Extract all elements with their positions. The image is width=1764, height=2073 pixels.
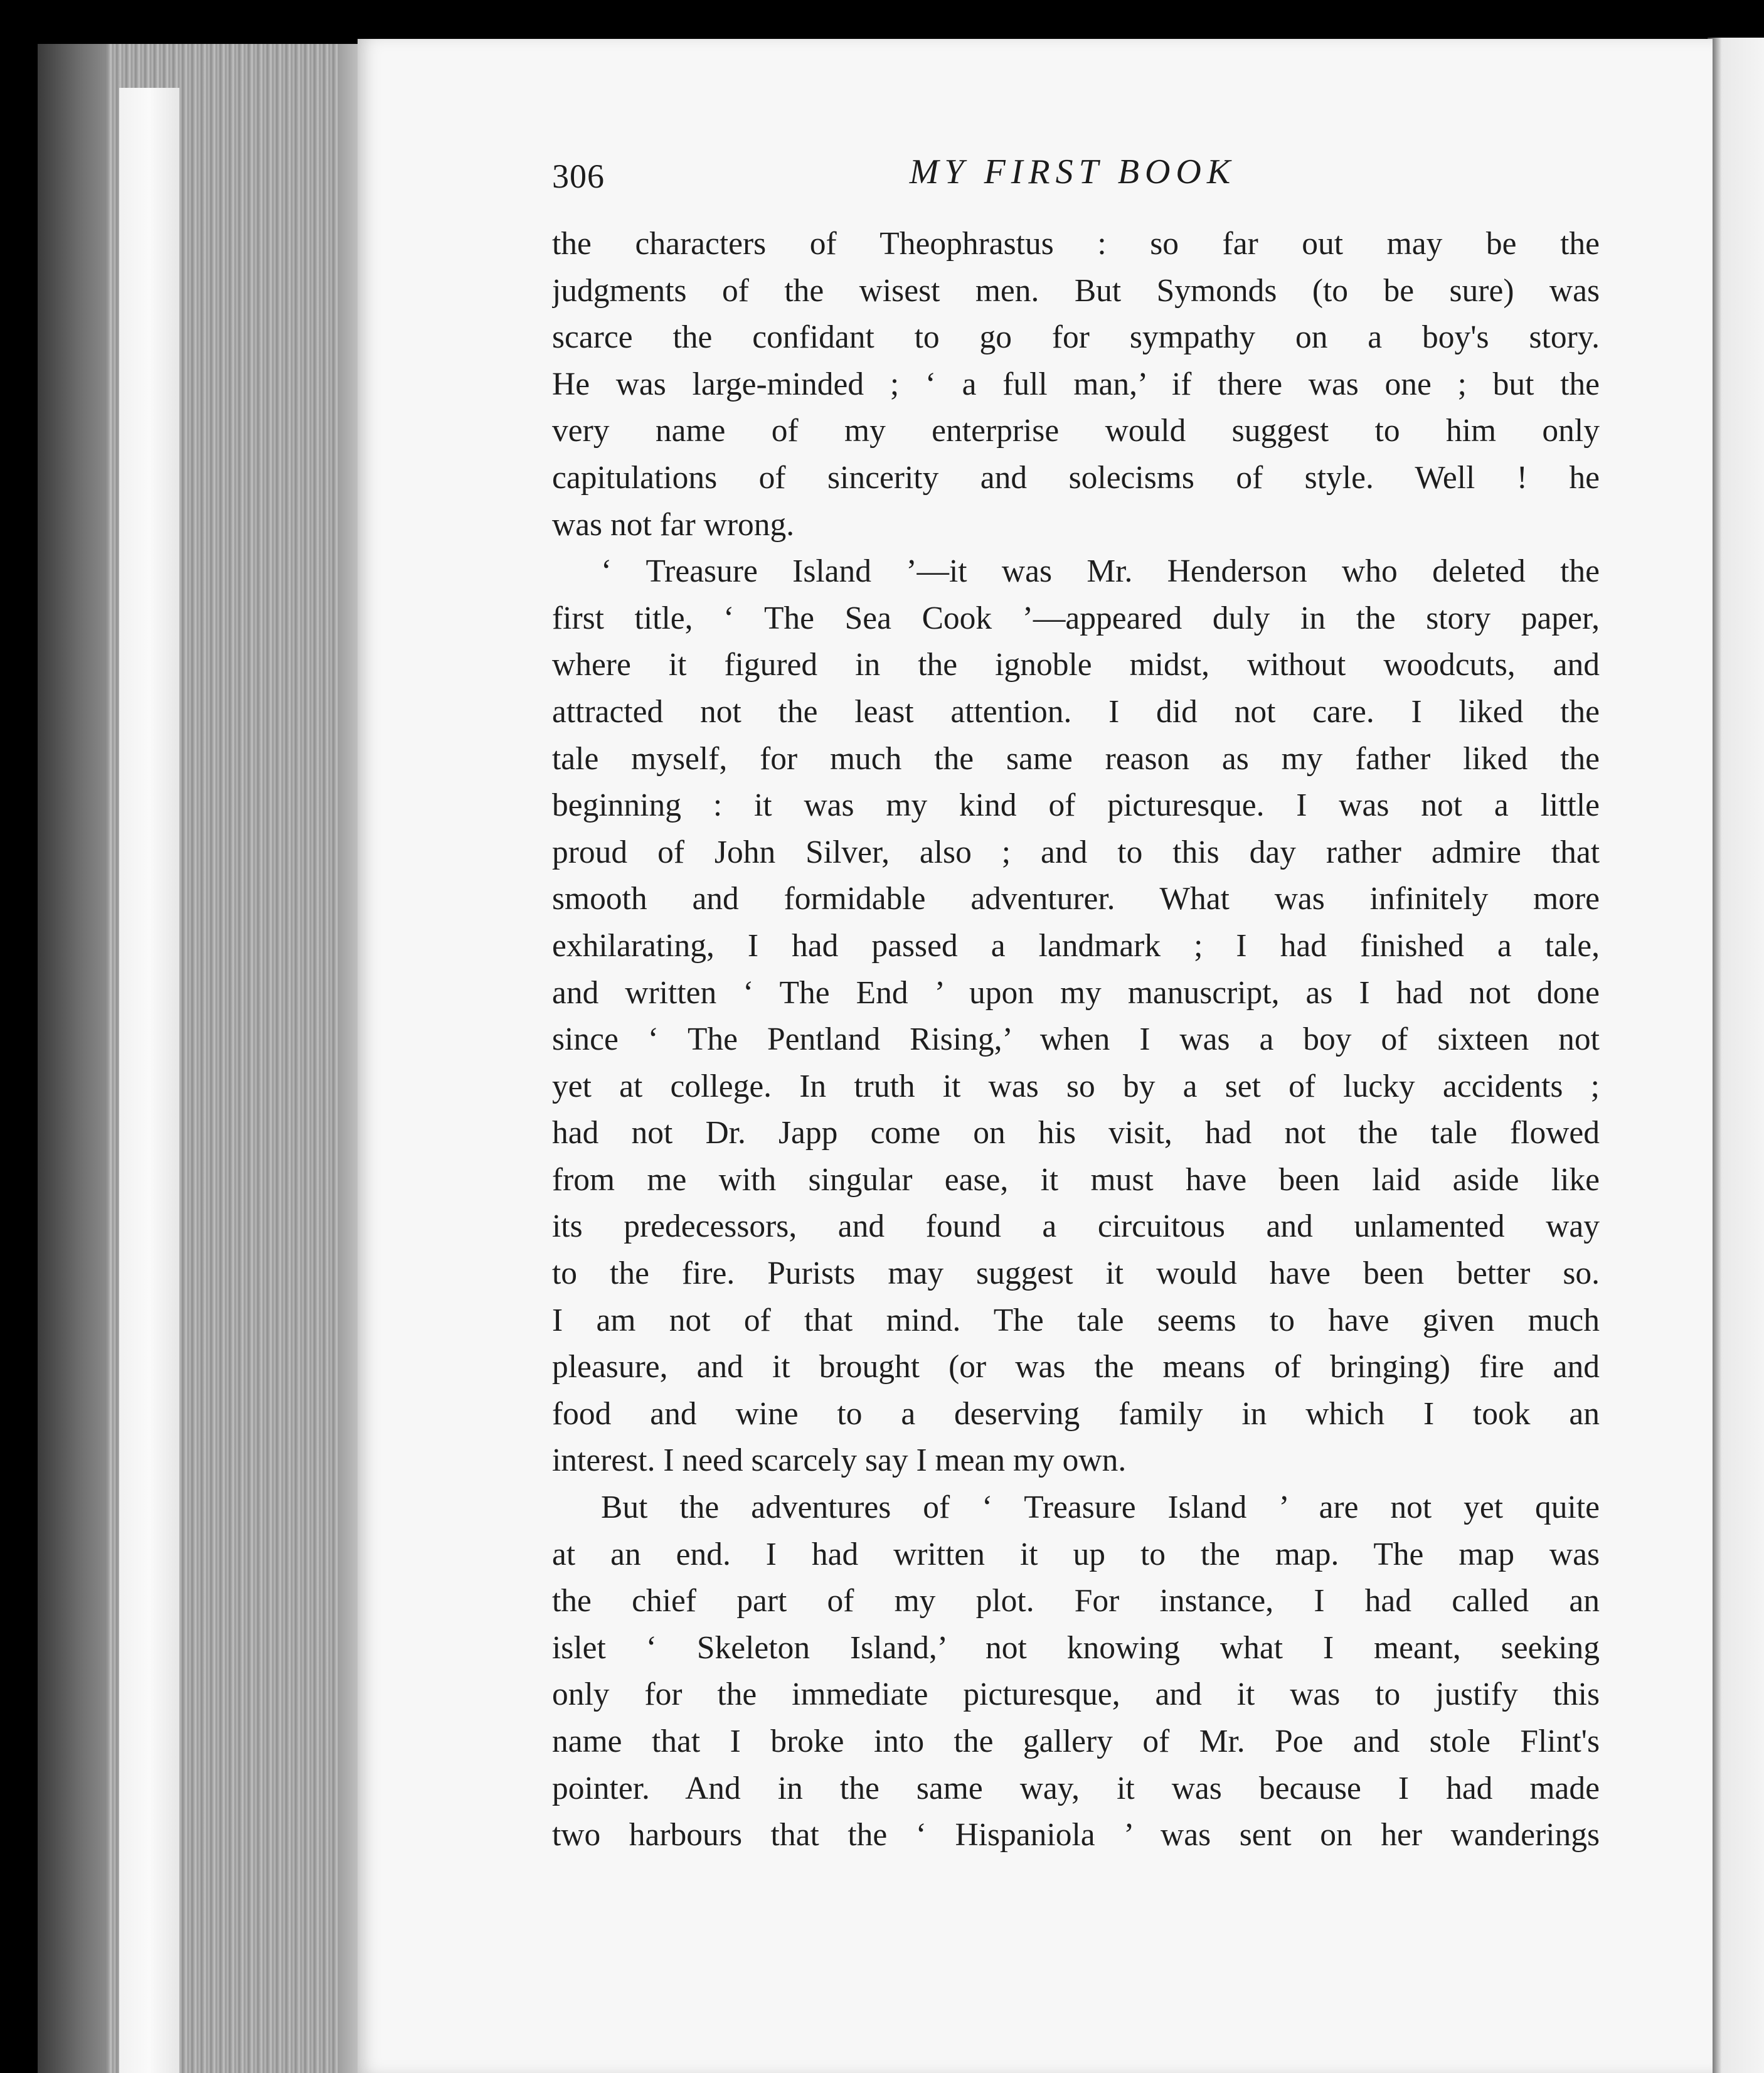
- text-line: He was large-minded ; ‘ a full man,’ if there was one ; but the: [552, 366, 1600, 402]
- text-line: tale myself, for much the same reason as my father liked the: [552, 740, 1600, 777]
- text-line: two harbours that the ‘ Hispaniola ’ was sent on her wanderings: [552, 1817, 1600, 1853]
- text-line: capitulations of sincerity and solecisms of style. Well ! he: [552, 459, 1600, 496]
- page-edge-highlight: [119, 88, 179, 2073]
- page-number: 306: [552, 157, 605, 195]
- text-line: pointer. And in the same way, it was because I had made: [552, 1770, 1600, 1806]
- page-header: [552, 146, 1593, 202]
- text-line: first title, ‘ The Sea Cook ’—appeared duly in the story paper,: [552, 600, 1600, 636]
- facing-page-edge: [1708, 38, 1764, 2073]
- text-line: its predecessors, and found a circuitous and unlamented way: [552, 1208, 1600, 1245]
- running-head: MY FIRST BOOK: [909, 152, 1236, 191]
- text-line: the chief part of my plot. For instance, I had called an: [552, 1583, 1600, 1619]
- text-line: judgments of the wisest men. But Symonds (to be sure) was: [552, 272, 1600, 309]
- text-line: food and wine to a deserving family in which I took an: [552, 1395, 1600, 1432]
- binding-shadow: [38, 44, 107, 2073]
- text-line: only for the immediate picturesque, and it was to justify this: [552, 1676, 1600, 1713]
- text-line: scarce the confidant to go for sympathy on a boy's story.: [552, 319, 1600, 356]
- text-line: proud of John Silver, also ; and to this day rather admire that: [552, 834, 1600, 870]
- text-line: had not Dr. Japp come on his visit, had not the tale flowed: [552, 1115, 1600, 1151]
- text-line: interest. I need scarcely say I mean my own.: [552, 1442, 1127, 1479]
- text-line: I am not of that mind. The tale seems to have given much: [552, 1302, 1600, 1338]
- text-line: smooth and formidable adventurer. What was infinitely more: [552, 881, 1600, 917]
- text-line: islet ‘ Skeleton Island,’ not knowing what I meant, seeking: [552, 1629, 1600, 1666]
- text-line: attracted not the least attention. I did not care. I liked the: [552, 693, 1600, 730]
- book-page: [358, 39, 1713, 2073]
- text-line: the characters of Theophrastus : so far out may be the: [552, 226, 1600, 262]
- text-line: where it figured in the ignoble midst, without woodcuts, and: [552, 647, 1600, 683]
- text-line: name that I broke into the gallery of Mr. Poe and stole Flint's: [552, 1724, 1600, 1759]
- text-line: ‘ Treasure Island ’—it was Mr. Henderson who deleted the: [601, 553, 1600, 590]
- text-line: to the fire. Purists may suggest it would have been better so.: [552, 1255, 1600, 1292]
- text-line: But the adventures of ‘ Treasure Island ’ are not yet quite: [601, 1489, 1600, 1526]
- text-line: from me with singular ease, it must have been laid aside like: [552, 1161, 1600, 1198]
- text-line: and written ‘ The End ’ upon my manuscript, as I had not done: [552, 974, 1600, 1011]
- text-line: beginning : it was my kind of picturesque. I was not a little: [552, 787, 1600, 824]
- text-line: at an end. I had written it up to the map. The map was: [552, 1536, 1600, 1572]
- body-text: [552, 221, 1600, 1859]
- text-line: exhilarating, I had passed a landmark ; I had finished a tale,: [552, 927, 1600, 964]
- text-line: yet at college. In truth it was so by a set of lucky accidents ;: [552, 1068, 1600, 1104]
- text-line: since ‘ The Pentland Rising,’ when I was a boy of sixteen not: [552, 1021, 1600, 1058]
- text-line: pleasure, and it brought (or was the means of bringing) fire and: [552, 1349, 1600, 1385]
- text-line: was not far wrong.: [552, 506, 795, 543]
- text-line: very name of my enterprise would suggest to him only: [552, 413, 1600, 449]
